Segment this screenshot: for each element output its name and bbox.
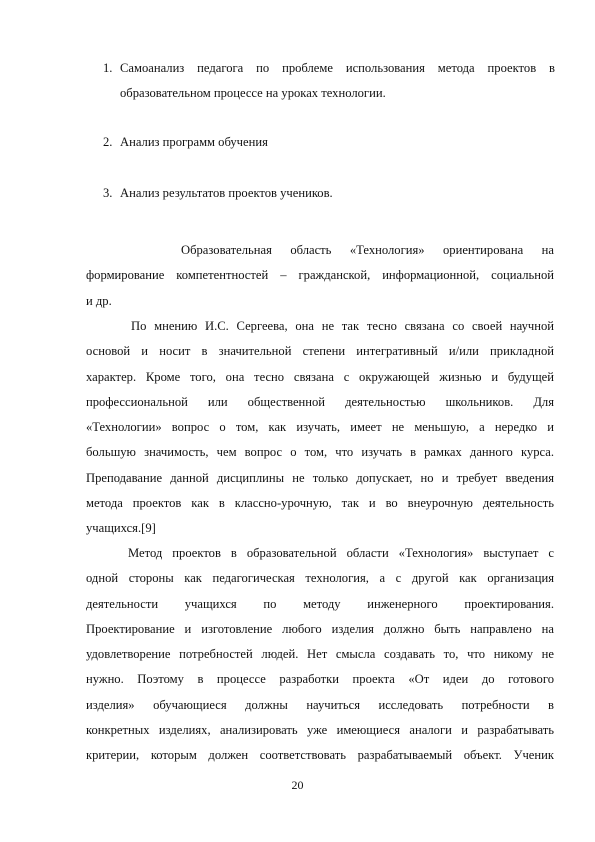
paragraph-line: «Технологии» вопрос о том, как изучать, имеет не меньшую, а нередко и: [86, 420, 554, 435]
paragraph-line: изделия» обучающиеся должны научиться исследовать потребности в: [86, 697, 554, 712]
list-number: 1.: [103, 61, 113, 75]
paragraph-line: учащихся.[9]: [86, 521, 156, 536]
paragraph-line: Проектирование и изготовление любого изделия должно быть направлено на: [86, 621, 554, 636]
paragraph-line: одной стороны как педагогическая технология, а с другой как организация: [86, 571, 554, 586]
paragraph-1: [86, 238, 554, 314]
paragraph-3: [86, 541, 554, 769]
paragraph-line: деятельности учащихся по методу инженерного проектирования.: [86, 596, 554, 611]
paragraph-line: Метод проектов в образовательной области «Технология» выступает с: [128, 546, 554, 560]
list-number: 3.: [103, 186, 113, 200]
list-text-line: Анализ результатов проектов учеников.: [120, 186, 333, 200]
paragraph-line: профессиональной или общественной деятельностью школьников. Для: [86, 394, 554, 409]
list-text-line: Анализ программ обучения: [120, 135, 268, 149]
paragraph-line: и др.: [86, 293, 112, 308]
paragraph-line: характер. Кроме того, она тесно связана с окружающей жизнью и будущей: [86, 369, 554, 384]
paragraph-line: конкретных изделиях, анализировать уже имеющиеся аналоги и разрабатывать: [86, 723, 554, 738]
paragraph-line: По мнению И.С. Сергеева, она не так тесно связана со своей научной: [131, 319, 554, 333]
paragraph-line: Преподавание данной дисциплины не только допускает, но и требует введения: [86, 470, 554, 485]
paragraph-line: удовлетворение потребностей людей. Нет смысла создавать то, что никому не: [86, 647, 554, 662]
paragraph-line: основой и носит в значительной степени интегративный и/или прикладной: [86, 344, 554, 359]
paragraph-line: Образовательная область «Технология» ориентирована на: [181, 243, 554, 257]
paragraph-line: формирование компетентностей – гражданской, информационной, социальной: [86, 268, 554, 283]
list-number: 2.: [103, 135, 113, 149]
paragraph-line: метода проектов как в классно-урочную, так и во внеурочную деятельность: [86, 496, 554, 511]
list-item-1: [103, 56, 555, 106]
list-item-3: [103, 181, 555, 206]
paragraph-line: большую значимость, чем вопрос о том, что изучать в рамках данного курса.: [86, 445, 554, 460]
list-text-line: Самоанализ педагога по проблеме использования метода проектов в: [120, 61, 555, 75]
list-text-line: образовательном процессе на уроках технологии.: [120, 86, 386, 100]
list-item-2: [103, 130, 555, 155]
paragraph-2: [86, 314, 554, 542]
paragraph-line: нужно. Поэтому в процессе разработки проекта «От идеи до готового: [86, 672, 554, 687]
page-number: 20: [291, 778, 304, 792]
paragraph-line: критерии, которым должен соответствовать разрабатываемый объект. Ученик: [86, 748, 554, 763]
